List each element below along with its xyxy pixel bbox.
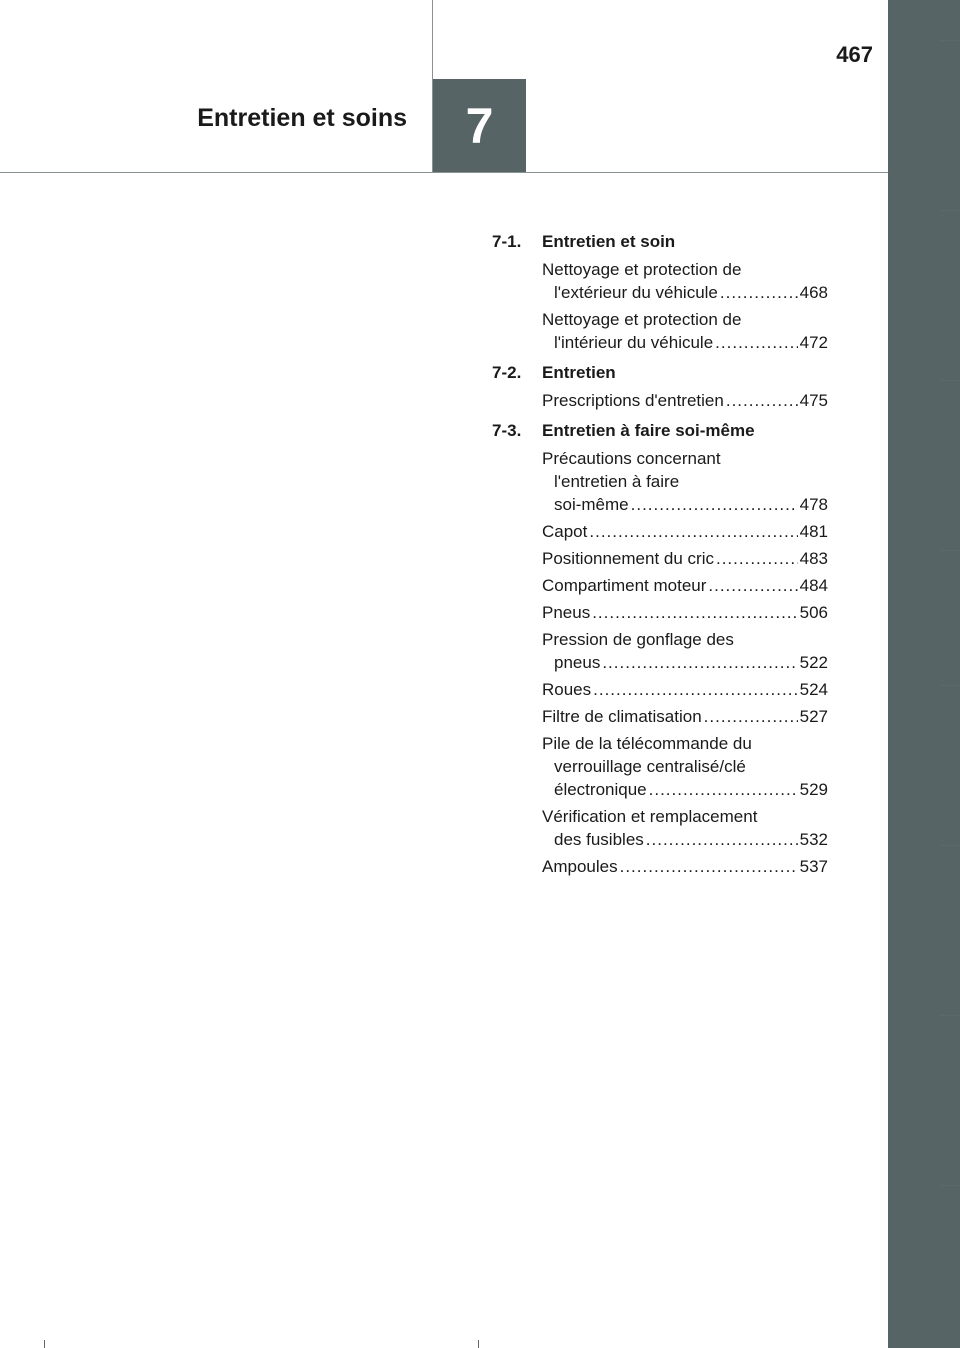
entry-text: Positionnement du cric <box>542 549 714 568</box>
header-divider-horizontal <box>0 172 888 173</box>
section-heading <box>492 361 828 384</box>
entry-text: Ampoules <box>542 857 618 876</box>
dot-leader <box>589 520 797 543</box>
crop-mark <box>940 685 960 686</box>
toc-entry[interactable] <box>492 628 828 674</box>
dot-leader <box>620 855 798 878</box>
entry-text: Pression de gonflage des <box>542 630 734 649</box>
section-title: Entretien et soin <box>542 232 676 251</box>
dot-leader <box>631 493 798 516</box>
toc-entry[interactable] <box>492 678 828 701</box>
entry-text: Filtre de climatisation <box>542 707 702 726</box>
dot-leader <box>602 651 797 674</box>
toc-entry[interactable] <box>492 520 828 543</box>
chapter-number: 7 <box>465 97 494 154</box>
crop-mark <box>940 1015 960 1016</box>
entry-page-number: 468 <box>799 283 828 302</box>
entry-page-number: 472 <box>799 333 828 352</box>
dot-leader <box>646 828 798 851</box>
toc-entry[interactable] <box>492 601 828 624</box>
toc-entry[interactable] <box>492 308 828 354</box>
entry-page-number: 475 <box>799 391 828 410</box>
entry-text: l'extérieur du véhicule <box>554 283 718 302</box>
entry-page-number: 537 <box>799 857 828 876</box>
toc-section <box>492 361 828 412</box>
crop-mark <box>940 210 960 211</box>
crop-mark <box>940 380 960 381</box>
toc-entry[interactable] <box>492 547 828 570</box>
toc-entry[interactable] <box>492 805 828 851</box>
toc-entry[interactable] <box>492 705 828 728</box>
entry-page-number: 478 <box>799 495 828 514</box>
toc-entry[interactable] <box>492 389 828 412</box>
entry-text: Nettoyage et protection de <box>542 310 742 329</box>
entry-text: Capot <box>542 522 588 541</box>
toc-entry[interactable] <box>492 447 828 516</box>
crop-mark <box>44 1340 45 1348</box>
crop-mark <box>940 40 960 41</box>
dot-leader <box>715 331 797 354</box>
section-title: Entretien à faire soi-même <box>542 421 755 440</box>
entry-page-number: 532 <box>799 830 828 849</box>
dot-leader <box>726 389 798 412</box>
entry-text: Nettoyage et protection de <box>542 260 742 279</box>
entry-text: Pile de la télécommande du <box>542 734 752 753</box>
chapter-side-tab <box>888 0 960 1348</box>
chapter-title: Entretien et soins <box>197 104 407 132</box>
toc-section <box>492 419 828 878</box>
crop-mark <box>940 550 960 551</box>
entry-page-number: 529 <box>799 780 828 799</box>
section-title: Entretien <box>542 363 616 382</box>
entry-text: Compartiment moteur <box>542 576 707 595</box>
chapter-number-box <box>433 79 526 172</box>
dot-leader <box>704 705 798 728</box>
entry-page-number: 524 <box>799 680 828 699</box>
entry-text: électronique <box>554 780 647 799</box>
dot-leader <box>708 574 797 597</box>
section-number: 7-3. <box>492 421 522 440</box>
dot-leader <box>592 601 797 624</box>
entry-text: Précautions concernant <box>542 449 721 468</box>
crop-mark <box>478 1340 479 1348</box>
entry-text: Vérification et remplacement <box>542 807 758 826</box>
entry-text: verrouillage centralisé/clé <box>554 757 746 776</box>
dot-leader <box>649 778 798 801</box>
toc-entry[interactable] <box>492 258 828 304</box>
dot-leader <box>716 547 798 570</box>
entry-page-number: 483 <box>799 549 828 568</box>
table-of-contents <box>492 230 828 885</box>
entry-page-number: 481 <box>799 522 828 541</box>
entry-text: soi-même <box>554 495 629 514</box>
section-heading <box>492 419 828 442</box>
entry-text: Prescriptions d'entretien <box>542 391 724 410</box>
toc-entry[interactable] <box>492 732 828 801</box>
entry-text: des fusibles <box>554 830 644 849</box>
entry-text: l'intérieur du véhicule <box>554 333 714 352</box>
toc-section <box>492 230 828 354</box>
section-number: 7-2. <box>492 363 522 382</box>
dot-leader <box>593 678 797 701</box>
entry-page-number: 484 <box>799 576 828 595</box>
crop-mark <box>940 1185 960 1186</box>
section-heading <box>492 230 828 253</box>
entry-text: Pneus <box>542 603 591 622</box>
entry-text: pneus <box>554 653 601 672</box>
entry-page-number: 527 <box>799 707 828 726</box>
toc-entry[interactable] <box>492 574 828 597</box>
crop-mark <box>940 845 960 846</box>
section-number: 7-1. <box>492 232 522 251</box>
entry-text: Roues <box>542 680 592 699</box>
entry-page-number: 506 <box>799 603 828 622</box>
page-number: 467 <box>836 42 873 67</box>
entry-text: l'entretien à faire <box>554 472 680 491</box>
entry-page-number: 522 <box>799 653 828 672</box>
toc-entry[interactable] <box>492 855 828 878</box>
dot-leader <box>720 281 798 304</box>
